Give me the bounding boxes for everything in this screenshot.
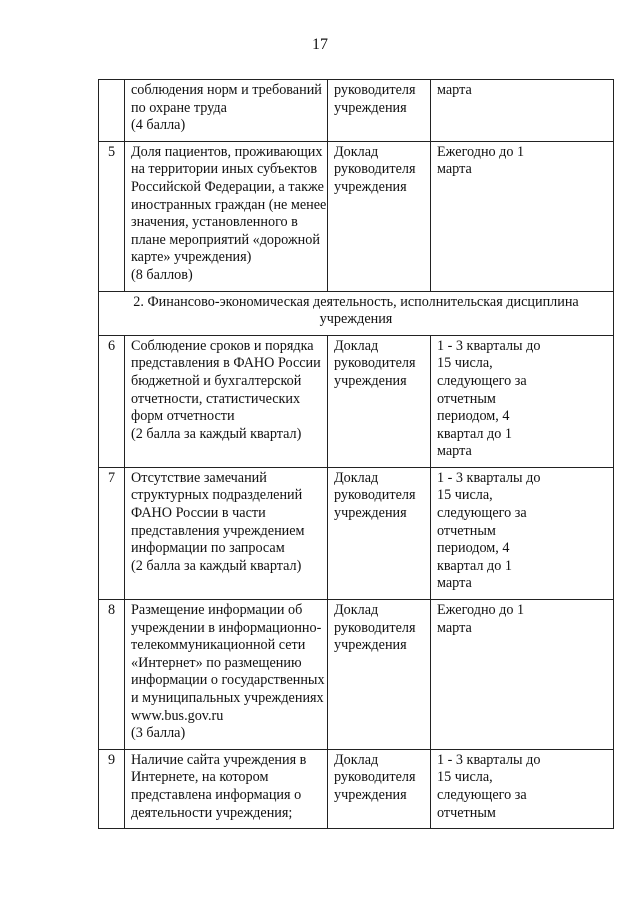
section-row: [99, 291, 614, 335]
indicator-cell: [125, 749, 328, 828]
indicator-cell-line: информации по запросам: [131, 540, 285, 557]
indicator-cell: [125, 335, 328, 467]
document-cell: [328, 335, 431, 467]
indicator-cell-line: учреждении в информационно-: [131, 619, 322, 636]
document-cell: [328, 749, 431, 828]
indicator-cell-line: представления в ФАНО России: [131, 355, 321, 372]
document-cell-line: Доклад: [334, 602, 379, 619]
indicator-cell-line: соблюдения норм и требований: [131, 82, 322, 98]
deadline-cell-line: Ежегодно до 1: [437, 602, 525, 619]
row-number: 5: [99, 141, 125, 291]
document-cell-line: руководителя: [334, 769, 416, 786]
row-number: 8: [99, 600, 125, 750]
row-number: 7: [99, 467, 125, 599]
indicator-cell-line: Размещение информации об: [131, 602, 303, 619]
criteria-table: [98, 79, 614, 829]
document-cell-line: учреждения: [334, 786, 407, 803]
indicator-cell-line: (4 балла): [131, 117, 186, 134]
indicator-cell-line: карте» учреждения): [131, 249, 252, 266]
deadline-cell: [431, 141, 614, 291]
indicator-cell-line: Наличие сайта учреждения в: [131, 751, 307, 768]
deadline-cell-line: отчетным: [437, 804, 496, 821]
indicator-cell-line: (2 балла за каждый квартал): [131, 425, 302, 442]
table-row: [99, 467, 614, 599]
indicator-cell-line: иностранных граждан (не менее: [131, 196, 327, 213]
deadline-cell-line: марта: [437, 619, 472, 636]
indicator-cell-line: Интернете, на котором: [131, 769, 269, 786]
deadline-cell: [431, 467, 614, 599]
document-cell-line: Доклад: [334, 469, 379, 486]
indicator-cell-line: (2 балла за каждый квартал): [131, 557, 302, 574]
indicator-cell-line: форм отчетности: [131, 408, 235, 425]
indicator-cell-line: плане мероприятий «дорожной: [131, 231, 320, 248]
indicator-cell: [125, 467, 328, 599]
indicator-cell: [125, 141, 328, 291]
deadline-cell-line: 15 числа,: [437, 769, 493, 786]
indicator-cell-line: «Интернет» по размещению: [131, 654, 302, 671]
deadline-cell: [431, 600, 614, 750]
document-cell: [328, 467, 431, 599]
deadline-cell-line: 1 - 3 кварталы до: [437, 751, 541, 768]
document-cell-line: учреждения: [334, 372, 407, 389]
document-cell-line: руководителя: [334, 161, 416, 178]
indicator-cell-line: по охране труда: [131, 99, 227, 116]
document-cell-line: руководителя: [334, 487, 416, 504]
indicator-cell-line: и муниципальных учреждениях: [131, 690, 324, 706]
indicator-cell-line: информации о государственных: [131, 672, 325, 689]
indicator-cell-line: структурных подразделений: [131, 487, 303, 504]
document-cell-line: учреждения: [334, 637, 407, 654]
indicator-cell-line: отчетности, статистических: [131, 390, 301, 407]
table-row: [99, 80, 614, 142]
deadline-cell-line: отчетным: [437, 522, 496, 539]
deadline-cell-line: 1 - 3 кварталы до: [437, 337, 541, 354]
deadline-cell-line: следующего за: [437, 786, 527, 803]
deadline-cell: [431, 80, 614, 142]
indicator-cell-line: ФАНО России в части: [131, 505, 266, 522]
indicator-cell-line: Российской Федерации, а также: [131, 178, 324, 195]
table-row: [99, 335, 614, 467]
deadline-cell-line: Ежегодно до 1: [437, 143, 525, 160]
deadline-cell-line: 15 числа,: [437, 355, 493, 372]
deadline-cell-line: 1 - 3 кварталы до: [437, 469, 541, 486]
indicator-cell-line: www.bus.gov.ru: [131, 707, 224, 724]
document-cell-line: Доклад: [334, 143, 379, 160]
document-cell-line: руководителя: [334, 82, 416, 98]
row-number: 6: [99, 335, 125, 467]
indicator-cell-line: представлена информация о: [131, 786, 302, 803]
document-cell: [328, 80, 431, 142]
indicator-cell-line: бюджетной и бухгалтерской: [131, 372, 302, 389]
deadline-cell-line: марта: [437, 161, 472, 178]
row-number: 9: [99, 749, 125, 828]
indicator-cell-line: Отсутствие замечаний: [131, 469, 267, 486]
deadline-cell-line: квартал до 1: [437, 557, 512, 574]
deadline-cell-line: отчетным: [437, 390, 496, 407]
criteria-table-body: [99, 80, 614, 829]
indicator-cell-line: значения, установленного в: [131, 214, 298, 231]
deadline-cell: [431, 335, 614, 467]
indicator-cell-line: Соблюдение сроков и порядка: [131, 337, 314, 354]
indicator-cell: [125, 600, 328, 750]
indicator-cell-line: деятельности учреждения;: [131, 804, 293, 821]
deadline-cell-line: марта: [437, 82, 472, 98]
document-cell: [328, 141, 431, 291]
deadline-cell-line: периодом, 4: [437, 408, 510, 425]
document-cell-line: руководителя: [334, 355, 416, 372]
indicator-cell-line: на территории иных субъектов: [131, 161, 318, 178]
table-row: [99, 749, 614, 828]
document-cell-line: учреждения: [334, 99, 407, 116]
deadline-cell-line: квартал до 1: [437, 425, 512, 442]
indicator-cell-line: (3 балла): [131, 725, 186, 742]
indicator-cell-line: телекоммуникационной сети: [131, 637, 306, 654]
page-number: 17: [312, 36, 328, 53]
deadline-cell-line: 15 числа,: [437, 487, 493, 504]
deadline-cell-line: следующего за: [437, 505, 527, 522]
deadline-cell-line: следующего за: [437, 372, 527, 389]
indicator-cell: [125, 80, 328, 142]
document-cell-line: Доклад: [334, 337, 379, 354]
document-cell-line: учреждения: [334, 178, 407, 195]
document-cell-line: руководителя: [334, 619, 416, 636]
deadline-cell-line: марта: [437, 575, 472, 592]
section-heading: 2. Финансово-экономическая деятельность, исполнительская дисциплина учреждения: [99, 291, 614, 335]
indicator-cell-line: Доля пациентов, проживающих: [131, 143, 323, 160]
document-cell-line: Доклад: [334, 751, 379, 768]
indicator-cell-line: (8 баллов): [131, 266, 193, 283]
deadline-cell-line: марта: [437, 443, 472, 460]
document-cell-line: учреждения: [334, 505, 407, 522]
indicator-cell-line: представления учреждением: [131, 522, 305, 539]
table-row: [99, 600, 614, 750]
deadline-cell-line: периодом, 4: [437, 540, 510, 557]
row-number: [99, 80, 125, 142]
table-row: [99, 141, 614, 291]
document-cell: [328, 600, 431, 750]
deadline-cell: [431, 749, 614, 828]
